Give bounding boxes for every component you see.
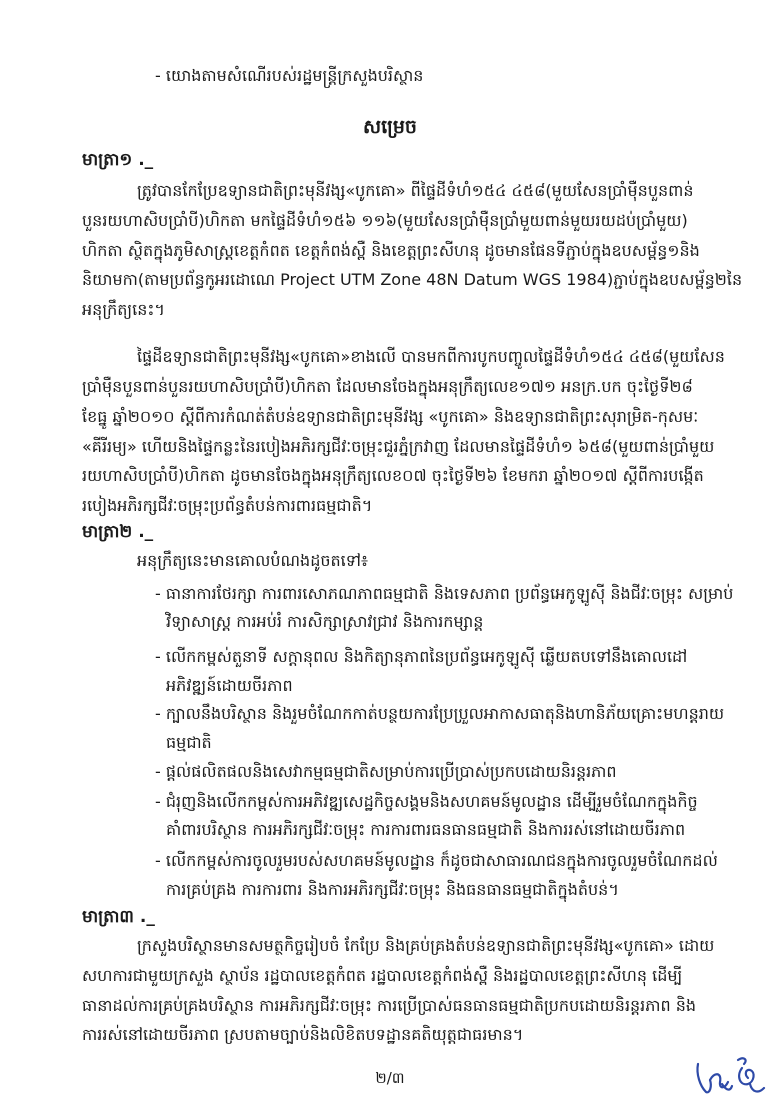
text-line: ធម្មជាតិ <box>166 733 212 752</box>
text-line: ក្រសួងបរិស្ថានមានសមត្ថកិច្ចរៀបចំ កែប្រែ និងគ្រប់គ្រងតំបន់ឧទ្យានជាតិព្រះមុនីវង្ស«បូកគោ» ដោយ <box>137 936 715 955</box>
text-line: សហការជាមួយក្រសួង ស្ថាប័ន រដ្ឋបាលខេត្តកំពត រដ្ឋបាលខេត្តកំពង់ស្ពឺ និងរដ្ឋបាលខេត្តព្រះសីហនុ ដើម្បី <box>82 966 683 985</box>
text-line: គាំពារបរិស្ថាន ការអភិរក្សជីវៈចម្រុះ ការការពារធនធានធម្មជាតិ និងការរស់នៅដោយចីរភាព <box>166 820 686 839</box>
text-line: ហិកតា ស្ថិតក្នុងភូមិសាស្ត្រខេត្តកំពត ខេត្តកំពង់ស្ពឺ និងខេត្តព្រះសីហនុ ដូចមានផែនទីភ្ជាប់ក្នុងឧបសម្ព័ន្ធ១និង <box>82 241 700 260</box>
text-line: ការគ្រប់គ្រង ការការពារ និងការអភិរក្សជីវៈចម្រុះ និងធនធានធម្មជាតិក្នុងតំបន់។ <box>166 880 619 899</box>
text-line: បួនរយហាសិបប្រាំបី)ហិកតា មកផ្ទៃដីទំហំ១៥៦ ១១៦(មួយសែនប្រាំម៉ឺនប្រាំមួយពាន់មួយរយដប់ប្រាំមួយ) <box>82 211 688 230</box>
article-3-title: មាត្រា៣ ._ <box>82 907 155 927</box>
text-line: វិទ្យាសាស្ត្រ ការអប់រំ ការសិក្សាស្រាវជ្រាវ និងការកម្សាន្ត <box>166 612 484 631</box>
text-line: ផ្ទៃដីឧទ្យានជាតិព្រះមុនីវង្ស«បូកគោ»ខាងលើ បានមកពីការបូកបញ្ចូលផ្ទៃដីទំហំ១៥៤ ៤៥៨(មួយសែន <box>137 347 725 366</box>
text-line: - ធានាការថែរក្សា ការពារសោភណភាពធម្មជាតិ និងទេសភាព ប្រព័ន្ធអេកូឡូស៊ី និងជីវៈចម្រុះ សម្រាប់ <box>155 584 734 603</box>
text-line: ធានាដល់ការគ្រប់គ្រងបរិស្ថាន ការអភិរក្សជីវៈចម្រុះ ការប្រើប្រាស់ធនធានធម្មជាតិប្រកបដោយនិរន្តរភាព និង <box>82 996 697 1015</box>
text-line: ខែធ្នូ ឆ្នាំ២០១០ ស្តីពីការកំណត់តំបន់ឧទ្យានជាតិព្រះមុនីវង្ស «បូកគោ» និងឧទ្យានជាតិព្រះសុរាម្រិត-កុសមៈ <box>82 407 699 426</box>
text-line: ត្រូវបានកែប្រែឧទ្យានជាតិព្រះមុនីវង្ស«បូកគោ» ពីផ្ទៃដីទំហំ១៥៤ ៤៥៨(មួយសែនប្រាំម៉ឺនបួនពាន់ <box>137 181 694 200</box>
text-line: - លើកកម្ពស់តួនាទី សក្តានុពល និងកិត្យានុភាពនៃប្រព័ន្ធអេកូឡូស៊ី ឆ្លើយតបទៅនឹងគោលដៅ <box>155 647 688 666</box>
page-number: ២/៣ <box>375 1069 405 1087</box>
article-2-title: មាត្រា២ ._ <box>82 522 154 542</box>
text-line: - ផ្តល់ផលិតផលនិងសេវាកម្មធម្មជាតិសម្រាប់ការប្រើប្រាស់ប្រកបដោយនិរន្តរភាព <box>155 762 617 781</box>
article-2-intro: អនុក្រឹត្យនេះមានគោលបំណងដូចតទៅ៖ <box>137 551 369 570</box>
text-line: ប្រាំម៉ឺនបួនពាន់បួនរយហាសិបប្រាំបី)ហិកតា ដែលមានចែងក្នុងអនុក្រឹត្យលេខ១៧១ អនក្រ.បក ចុះថ្ងៃទី២៨ <box>82 377 693 396</box>
text-line: អភិវឌ្ឍន៍ដោយចីរភាព <box>166 676 293 695</box>
initials-signature-icon <box>692 1054 772 1099</box>
text-line: - ជំរុញនិងលើកកម្ពស់ការអភិវឌ្ឍសេដ្ឋកិច្ចសង្គមនិងសហគមន៍មូលដ្ឋាន ដើម្បីរួមចំណែកក្នុងកិច្ច <box>155 792 698 811</box>
text-line: - ក្បាលនឹងបរិស្ថាន និងរួមចំណែកកាត់បន្ថយការប្រែប្រួលអាកាសធាតុនិងហានិភ័យគ្រោះមហន្តរាយ <box>155 704 725 723</box>
text-line: រយហាសិបប្រាំបី)ហិកតា ដូចមានចែងក្នុងអនុក្រឹត្យលេខ០៧ ចុះថ្ងៃទី២៦ ខែមករា ឆ្នាំ២០១៧ ស្តីពីការបង្កើត <box>82 466 704 485</box>
text-line: «គីរីរម្យ» ហើយនិងផ្ទៃកន្លះនៃរបៀងអភិរក្សជីវៈចម្រុះជួរភ្នំក្រវាញ ដែលមានផ្ទៃដីទំហំ១ ៦៥៨(មួយពាន់ប្រាំមួយ <box>82 437 715 456</box>
text-line: ការរស់នៅដោយចីរភាព ស្របតាមច្បាប់និងលិខិតបទដ្ឋានគតិយុត្តជាធរមាន។ <box>82 1025 524 1044</box>
text-line: - លើកកម្ពស់ការចូលរួមរបស់សហគមន៍មូលដ្ឋាន ក៏ដូចជាសាធារណជនក្នុងការចូលរួមចំណែកដល់ <box>155 851 718 870</box>
intro-line: - យោងតាមសំណើរបស់រដ្ឋមន្ត្រីក្រសួងបរិស្ថាន <box>155 66 424 85</box>
text-line: របៀងអភិរក្សជីវៈចម្រុះប្រព័ន្ធតំបន់ការពារធម្មជាតិ។ <box>82 496 373 515</box>
text-line: និយាមកា(តាមប្រព័ន្ធកូអរដោណេ Project UTM Zone 48N Datum WGS 1984)ភ្ជាប់ក្នុងឧបសម្ព័ន្ធ២នៃ <box>82 270 743 289</box>
decision-heading: សម្រេច <box>363 116 417 138</box>
article-1-title: មាត្រា១ ._ <box>82 150 154 170</box>
text-line: អនុក្រឹត្យនេះ។ <box>82 300 165 319</box>
